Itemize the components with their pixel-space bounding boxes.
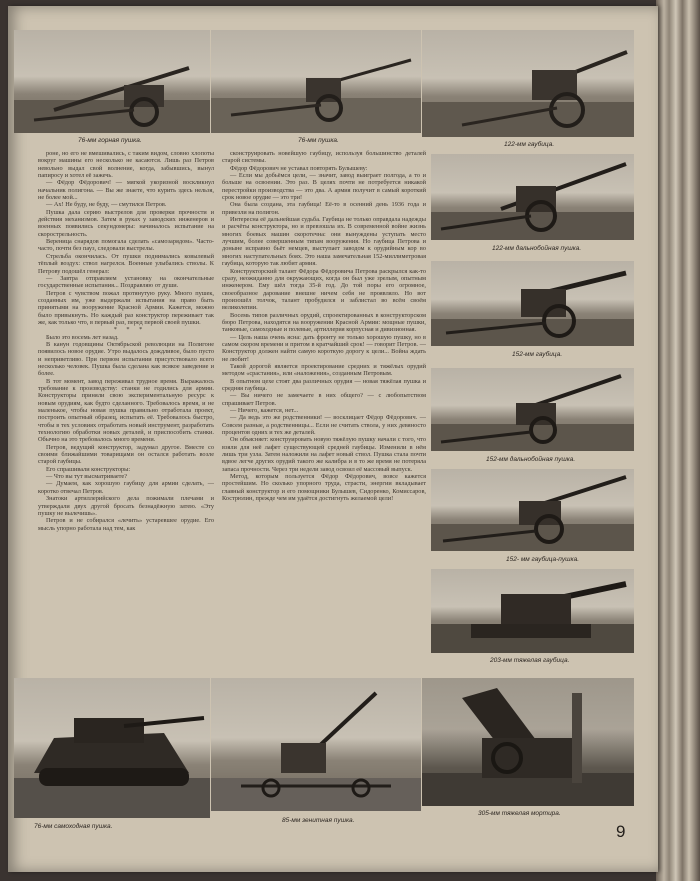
paragraph: роне, но его не вмешивались, с таким видом, словно хлопоты вокруг машины его несколько не касаются. Лишь раз Петров невольно выдал свой волнение, когда, забывшись, вынул папиросу и хотел её зажечь. — [38, 150, 214, 180]
paragraph: Вереница снарядов помогала сделать «самозарядом». Часто-часто, почти без пауз, следовали выстрелы. — [38, 238, 214, 253]
photo-76mm-gun — [211, 30, 421, 133]
paragraph: — Фёдор Фёдорович! — мягкой укоризной воскликнул начальник полигона. — Вы же знаете, что курить здесь нельзя, не более мой... — [38, 179, 214, 202]
paragraph: Такой дорогой является проектирование средних и тяжёлых орудий методом «срастания», или «наложения», созданным Петровым. — [222, 362, 426, 378]
paragraph: — Если мы добьёмся цели, — значит, завод выиграет полгода, а то и больше на освоении. Это раз. В целях почти не потребуется никакой перестройки производства — это два. А армия получит в самый короткий срок новое орудие — это три! — [222, 172, 426, 202]
caption-top-left: 76-мм горная пушка. — [78, 137, 142, 144]
photo-152mm-gun-howitzer — [431, 469, 634, 551]
photo-76mm-self-propelled-gun — [14, 678, 210, 818]
paragraph: Восемь типов различных орудий, спроектированных в конструкторском бюро Петрова, находятся на вооружении Красной Армии: мощные пушки, танковые, самоходные и полевые, артиллерия корпусная и дивизионная. — [222, 311, 426, 334]
photo-85mm-anti-aircraft-gun — [211, 678, 421, 811]
photo-152mm-howitzer — [431, 261, 634, 346]
caption-top-mid: 76-мм пушка. — [298, 137, 339, 144]
caption-top-right: 122-мм гаубица. — [504, 141, 555, 148]
magazine-page — [8, 6, 658, 872]
paragraph: Петров и не собирался «лечить» устаревшее орудие. Его мысль упорно работала над тем, как — [38, 517, 214, 532]
paragraph: сконструировать новейшую гаубицу, используя большинство деталей старой системы. — [222, 150, 426, 165]
paragraph: Было это восемь лет назад. — [46, 333, 119, 341]
photo-122mm-howitzer — [422, 30, 634, 137]
paragraph: В тот момент, завод переживал трудное время. Выражалось требование к производству: станки не годились для армии. Конструкторы приняли свою экспериментальную ресурс к новым орудиям, как будто сделанного. Требовалось время, и не маленькое, чтобы новая пушка правильно отработала проект, построить опытный образец, испытать её. Требовалось быстро, чтобы в тех условиях отработать новый инструмент, разработать технологию обработки новых деталей, и приспособить станки. Обычно на это требовалось много времени. — [38, 377, 214, 444]
book-page-edges — [656, 0, 700, 881]
paragraph: Она была создана, эта гаубица! Её-то в осенний день 1936 года и привезли на полигон. — [222, 201, 426, 216]
photo-203mm-heavy-howitzer — [431, 569, 634, 653]
paragraph: Метод, которым пользуется Фёдор Фёдорович, вовсе кажется простейшим. Но сколько упорного труда, страсти, энергии вкладывает главный конструктор и его помощники Булышев, Сидоренко, Комиссаров, Кострюлин, прежде чем им удаётся достигнуть желаемой цели! — [222, 473, 426, 503]
paragraph: Стрельба окончилась. От пушки поднимались ковылевый тёплый воздух: ствол нагрелся. Военные улыбались стволы. К Петрову подошёл генерал: — [38, 252, 214, 275]
paragraph: — Да ведь это же родственники! — восклицает Фёдор Фёдорович. — Совсем разные, а родственницы... Если не считать ствола, у них девяносто процентов одних и тех же деталей. — [222, 414, 426, 437]
photo-305mm-heavy-mortar — [422, 678, 634, 806]
caption-r4: 152- мм гаубица-пушка. — [506, 556, 580, 563]
photo-122mm-long-range-gun — [431, 154, 634, 240]
paragraph: В опытном цехе стоят два различных орудия — новая тяжёлая пушка и средняя гаубица. — [222, 377, 426, 392]
paragraph: * * * — [113, 326, 147, 334]
caption-r5: 203-мм тяжелая гаубица. — [490, 657, 570, 664]
paragraph: — Завтра отправляем установку на окончательные государственные испытания... Поздравляю от души. — [38, 274, 214, 290]
caption-r3: 152-мм дальнобойная пушка. — [486, 456, 576, 463]
paragraph: Петров, ведущий конструктор, задумал другое. Вместе со своими ближайшими товарищами он остался работать возле старой гаубицы. — [38, 443, 214, 466]
photo-152mm-long-range-gun — [431, 368, 634, 451]
caption-bottom-right: 305-мм тяжелая мортира. — [478, 810, 561, 817]
paragraph: Конструкторский талант Фёдора Фёдоровича Петрова раскрылся как-то сразу, неожиданно для окружающих, когда он был уже зрелым, опытным инженером. Ему шёл тогда 35-й год. До той поры его огромное, своеобразное дарование внешне ничем себя не проявляло. Но вот произошёл толчок, талант пробудился и заблистал во всём своём великолепии. — [222, 267, 426, 312]
paragraph: Он объясняет: конструировать новую тяжёлую пушку начали с того, что взяли для неё лафет существующей средней гаубицы. Изменили в нём лишь три узла. Затем наложили на лафет новый ствол. Пушка стала почти вдвое легче других орудий такого же калибра и в то же время не потеряла запаса прочности. Через три недели завод освоил её массовый выпуск. — [222, 436, 426, 473]
paragraph: Интересна её дальнейшая судьба. Гаубица не только оправдала надежды и расчёты конструктора, но и превзошла их. В современной войне жизнь многих боевых машин скоротечна: они вынуждены уступать место лучшим, более совершенным типам вооружения. Но гаубица Петрова и доныне исправно бьёт немцев, выступает заводом к орудийным кор во многих наступательных боях. Это наша замечательная 152-миллиметровая гаубица, которую так любит армия. — [222, 216, 426, 268]
caption-r1: 122-мм дальнобойная пушка. — [492, 245, 582, 252]
photo-76mm-mountain-gun — [14, 30, 210, 133]
paragraph: — Вы ничего не замечаете в них общего? — с любопытством спрашивает Петров. — [222, 392, 426, 407]
paragraph: — Ничего, кажется, нет... — [230, 407, 299, 415]
paragraph: — Ах! Не буду, не буду, — смутился Петров. — [46, 201, 167, 209]
article-left-column — [38, 150, 214, 676]
paragraph: Знатоки артиллерийского дела пожимали плечами и утверждали двух другой бросать безнадёжную затею. «Эту пушку не вылечишь». — [38, 495, 214, 517]
article-middle-column — [222, 150, 426, 676]
paragraph: Петров с чувством пожал протянутую руку. Много пушек, созданных им, уже выдержали испытания на право быть принятыми на вооружение Красной Армии. Кажется, можно было привыкнуть. Но каждый раз конструктор переживает так же, как только что, в первый раз, перед первой своей пушки. — [38, 289, 214, 326]
paragraph: Его спрашивали конструкторы: — [46, 465, 131, 473]
caption-bottom-mid: 85-мм зенитная пушка. — [282, 817, 355, 824]
caption-bottom-left: 76-мм самоходная пушка. — [34, 823, 113, 830]
page-number: 9 — [616, 822, 626, 841]
paragraph: Фёдор Фёдорович не уставал повторять Булышеву: — [230, 164, 368, 172]
paragraph: Пушка дала серию выстрелов для проверки прочности и действия механизмов. Затем в руках у заводских инженеров и военных появились секундомеры: начиналось испытание на скорострельность. — [38, 208, 214, 238]
paragraph: — Цель наша очень ясна: дать фронту не только хорошую пушку, но в самом скором времени и притом в кратчайший срок! — говорит Петров. — Конструктор должен найти самую короткую дорогу к цели... Война ждать не любит! — [222, 333, 426, 363]
paragraph: В канун годовщины Октябрьской революции на Полигоне появилось новое орудие. Утро выдалось дождливое, было пусто и неприветливо. При первом испытании присутствовало всего несколько человек. Пушка была сделана как всякое заведение и более. — [38, 340, 214, 378]
caption-r2: 152-мм гаубица. — [512, 351, 563, 358]
paragraph: — Что вы тут высматриваете? — [46, 473, 128, 481]
paragraph: — Думаем, как хорошую гаубицу для армии сделать, — коротко отвечал Петров. — [38, 480, 214, 495]
